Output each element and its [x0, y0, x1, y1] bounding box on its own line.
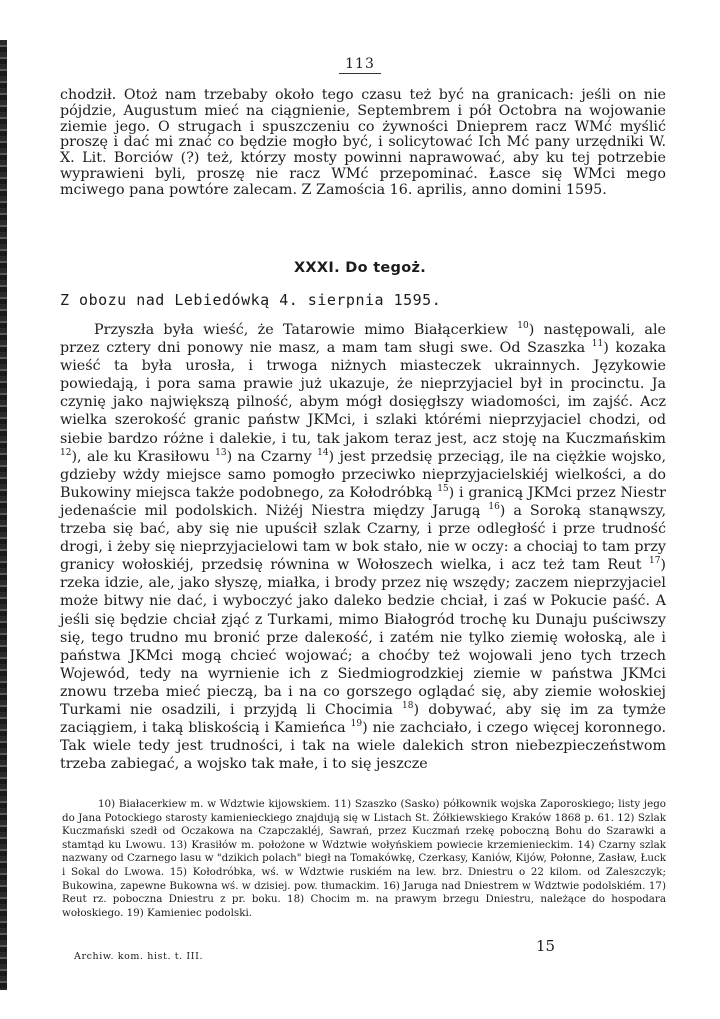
footnote-ref: 12 [60, 447, 72, 458]
top-paragraph: chodził. Otoż nam trzebaby około tego czasu też być na granicach: jeśli on nie pójdzie, Augustum mieć na ciągnienie, Septembrem i pół Octobra na wojowanie ziemie jego. O strugach i spuszczeniu co żywności Dnieprem racz WMć myślić proszę i dać mi znać co będzie mogło być, i solicytować Ich Mć pany urzędniki W. X. Lit. Borciów (?) też, którzy mosty powinni naprawować, aby ku tej potrzebie wyprawieni byli, proszę nie racz WMć przepominać. Łasce się WMci mego mciwego pana powtóre zalecam. Z Zamościa 16. aprilis, anno domini 1595. [60, 87, 666, 198]
body-text: ) a Soroką stanąwszy, trzeba się bać, aby się nie upuścił szlak Czarny, i prze odległość i prze trudność drogi, i żeby się nieprzyjacielowi tam w bok stało, nie w oczy: a chociaj to tam przy granicy wołoskiéj, przedsię równina w Wołoszech wielka, i acz też tam Reut [60, 502, 666, 574]
page-binding-edge [0, 40, 7, 990]
letter-date-line: Z obozu nad Lebiedówką 4. sierpnia 1595. [60, 291, 442, 309]
body-text: ), ale ku Krasiłowu [71, 448, 216, 465]
footnote-ref: 10 [517, 321, 529, 332]
body-text: ) kozaka wieść ta była urosła, i trwoga niżnych miasteczek ukrainnych. Językowie powiedają, i pora sama prawie już ukazuje, że nieprzyjaciel był in procinctu. Ja czynię jako największą pilność, abym mógł dosięgłszy wiadomości, im zajść. Acz wielka szerokość granic państw JKMci, i szlaki którémi nieprzyjaciel chodzi, od siebie bardzo różne i dalekie, i tu, tak jakom teraz jest, acz stoję na Kuczmańskim [60, 340, 667, 447]
letter-heading: XXXI. Do tegoż. [293, 260, 427, 276]
footnote-ref: 19 [350, 719, 363, 730]
body-text: ) następowali, ale przez cztery dni ponowy nie masz, a mam tam sługi swe. Od Szaszka [60, 322, 666, 357]
body-text: ) jest przedsię przeciąg, ile na ciężkie wojsko, gdzieby wżdy miejsce samo pomogło przeciwko nieprzyjacielskiéj wielkości, a do Bukowiny miejsca także podobnego, za Kołodróbką [60, 448, 666, 501]
body-text: ) i granicą JKMci przez Niestr jedenaście mil podolskich. Niżéj Niestra między Jarugą [60, 484, 666, 519]
footnote-ref: 15 [437, 484, 449, 495]
body-text: Przyszła była wieść, że Tatarowie mimo Białącerkiew [94, 322, 518, 338]
body-text: ) rzeka idzie, ale, jako słyszę, miałka, i brody przez nię wszędy; zaczem nieprzyjaciel może bitwy nie dać, i wyboczyć jako daleko bedzie chciał, i zaś w Pokucie paść. A jeśli się będzie chciał zjąć z Turkami, mimo Białogród trochę ku Dunaju puściwszy się, tego trudno mu bronić prze daleкość, i zatém nie tylko ziemię wołoską, ale i państwa JKMci mogą chcieć wojować; a choćby też wojowali jeno tych trzech Wojewód, tedy na wyrnienie ich z Siedmiogrodzkiej ziemie w państwa JKMci znowu trzeba mieć pieczą, ba i na co gorszego oglądać się, aby ziemie wołoskiej Turkami nie osadzili, i przyjdą li Chocimia [60, 557, 666, 718]
footnote-ref: 18 [402, 701, 414, 712]
footnotes: 10) Białacerkiew m. w Wdztwie kijowskiem. 11) Szaszko (Sasko) półkownik wojska Zaporoskiego; listy jego do Jana Potockiego starosty kamienieckiego znajdują się w Listach St. Żółkiewskiego Kraków 1868 p. 61. 12) Szlak Kuczmański szedł od Oczakowa na Czapczakléj, Sawrań, przez Kuczmań rzekę poboczną Bohu do Szarawki a stamtąd ku Lwowu. 13) Krasiłów m. położone w Wdztwie wołyńskiem powiecie krzemienieckim. 14) Czarny szlak nazwany od Czarnego lasu w "dzikich polach" biegł na Tomakówkę, Czerkasy, Kaniów, Kijów, Połonne, Zasław, Łuck i Sokal do Lwowa. 15) Kołodróbka, wś. w Wdztwie ruskiém na lew. brz. Dniestru o 22 kilom. od Zaleszczyk; Bukowina, zapewne Bukowna wś. w dzisiej. pow. tłumackim. 16) Jaruga nad Dniestrem w Wdztwie podolskiém. 17) Reut rz. poboczna Dniestru z pr. boku. 18) Chocim m. na prawym brzegu Dniestru, należące do hospodara wołoskiego. 19) Kamieniec podolski. [62, 798, 666, 919]
body-text: ) nie zachciało, i czego więcej koronnego. Tak wiele tedy jest trudności, i tak na wiele dalekich stron niebezpieczeństwom trzeba zabiegać, a wojsko tak małe, i to się jeszcze [60, 720, 666, 773]
body-text: ) na Czarny [226, 448, 318, 465]
sheet-number: 15 [536, 937, 556, 955]
body-text: ) dobywać, aby się im za tymże zaciągiem, i taką bliskością i Kamieńca [60, 701, 666, 737]
letter-body [60, 321, 666, 773]
page-number: 113 [0, 56, 720, 72]
footnote-ref: 16 [488, 502, 500, 513]
footnote-ref: 17 [648, 556, 661, 567]
footnote-ref: 14 [317, 447, 329, 458]
footnote-ref: 13 [215, 447, 227, 458]
footnote-ref: 11 [591, 339, 604, 350]
printer-signature: Archiw. kom. hist. t. III. [74, 951, 204, 962]
